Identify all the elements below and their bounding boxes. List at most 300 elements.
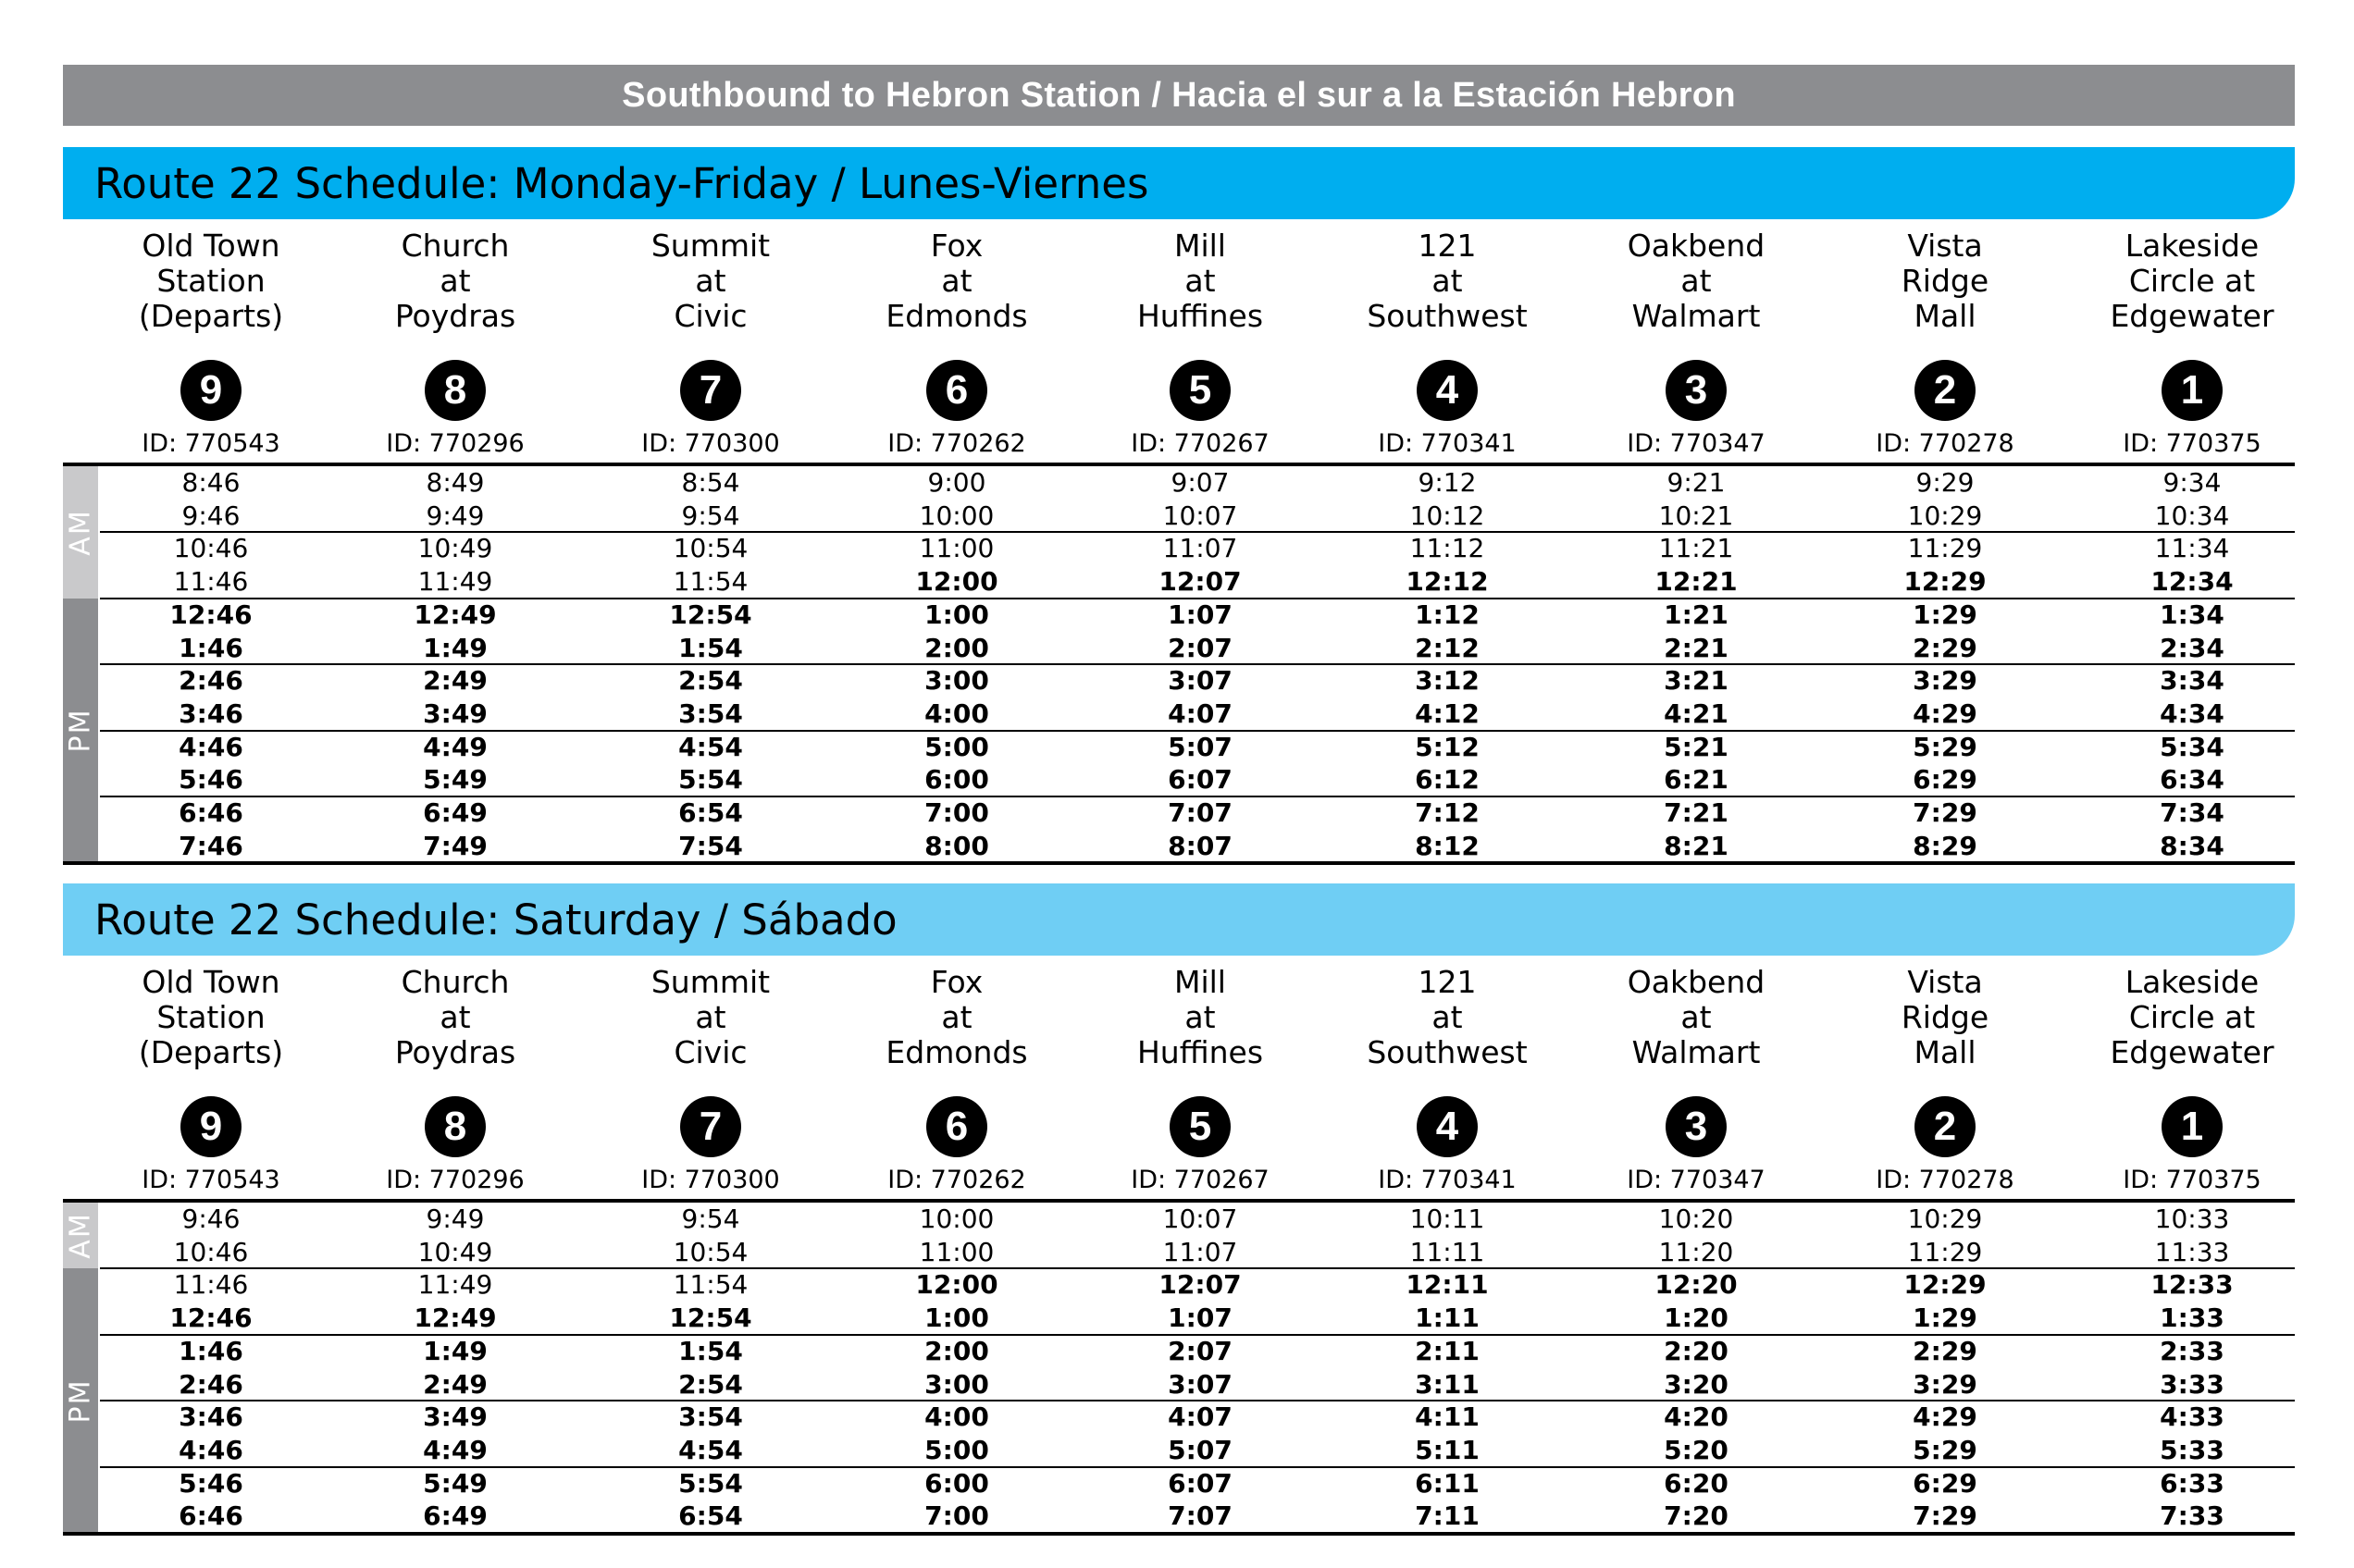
departure-time: 7:33 [2160, 1500, 2224, 1532]
departure-time: 12:46 [169, 599, 253, 630]
stop-name-line: Lakeside [2125, 964, 2260, 1000]
departure-time: 9:21 [1666, 467, 1726, 498]
departure-time: 4:00 [924, 698, 989, 729]
stop-name-line: Mall [1914, 1034, 1976, 1070]
stop-id: ID: 770543 [142, 1166, 280, 1194]
departure-time: 3:49 [423, 1401, 488, 1433]
departure-time: 8:21 [1664, 830, 1728, 861]
departure-time: 2:33 [2160, 1335, 2224, 1366]
stop-name-line: Edmonds [886, 1034, 1028, 1070]
stop-name [91, 228, 331, 334]
departure-time: 11:12 [1409, 533, 1485, 564]
departure-time: 2:29 [1913, 1335, 1977, 1366]
departure-time: 12:07 [1158, 1269, 1242, 1301]
table-bottom-rule [63, 861, 2295, 865]
stop-number-badge: 7 [680, 1096, 741, 1157]
departure-time: 4:54 [678, 1434, 743, 1465]
departure-time: 10:33 [2154, 1204, 2230, 1234]
departure-time: 4:34 [2160, 698, 2224, 729]
departure-time: 1:11 [1415, 1303, 1480, 1334]
stop-name [335, 228, 576, 334]
departure-time: 7:29 [1913, 1500, 1977, 1532]
departure-time: 10:07 [1162, 500, 1238, 531]
table-row [100, 1203, 2295, 1235]
departure-time: 11:49 [417, 566, 493, 598]
stop-name-line: Walmart [1631, 298, 1761, 334]
departure-time: 8:34 [2160, 830, 2224, 861]
stop-number-badge: 3 [1666, 1096, 1727, 1157]
departure-time: 4:07 [1168, 1401, 1233, 1433]
departure-time: 5:12 [1415, 731, 1480, 762]
pm-label-text: PM [64, 1378, 97, 1424]
table-row [100, 664, 2295, 697]
table-row [100, 1401, 2295, 1433]
stop-number-badge: 5 [1170, 360, 1231, 421]
departure-time: 9:46 [181, 500, 241, 531]
departure-time: 5:07 [1168, 731, 1233, 762]
departure-time: 1:46 [179, 632, 243, 663]
departure-time: 4:33 [2160, 1401, 2224, 1433]
departure-time: 2:49 [423, 1368, 488, 1400]
table-row [100, 1368, 2295, 1401]
stop-name [2072, 965, 2312, 1070]
departure-time: 12:20 [1654, 1269, 1738, 1301]
departure-time: 10:20 [1658, 1204, 1734, 1234]
departure-time: 2:20 [1664, 1335, 1728, 1366]
pm-label [63, 1268, 98, 1533]
departure-time: 2:00 [924, 632, 989, 663]
departure-time: 12:54 [669, 1303, 752, 1334]
departure-time: 1:00 [924, 599, 989, 630]
table-row [100, 1335, 2295, 1367]
table-row [100, 796, 2295, 829]
stop-name-line: Mill [1174, 228, 1226, 264]
departure-time: 1:12 [1415, 599, 1480, 630]
departure-time: 8:29 [1913, 830, 1977, 861]
table-row [100, 698, 2295, 730]
departure-time: 2:12 [1415, 632, 1480, 663]
stop-name-line: Vista [1907, 228, 1983, 264]
departure-time: 6:29 [1913, 764, 1977, 796]
departure-time: 9:54 [681, 500, 740, 531]
stop-id: ID: 770347 [1627, 429, 1766, 458]
stop-name-line: Old Town [142, 228, 280, 264]
departure-time: 9:49 [426, 1204, 485, 1234]
departure-time: 8:49 [426, 467, 485, 498]
departure-time: 5:54 [678, 764, 743, 796]
stop-id: ID: 770267 [1131, 429, 1270, 458]
departure-time: 5:46 [179, 764, 243, 796]
departure-time: 3:00 [924, 1368, 989, 1400]
departure-time: 12:54 [669, 599, 752, 630]
am-label-text: AM [64, 1212, 97, 1259]
departure-time: 7:07 [1168, 797, 1233, 828]
departure-time: 8:46 [181, 467, 241, 498]
departure-time: 3:54 [678, 698, 743, 729]
stop-number-badge: 6 [926, 360, 987, 421]
departure-time: 6:12 [1415, 764, 1480, 796]
departure-time: 7:00 [924, 797, 989, 828]
stop-name-line: (Departs) [138, 298, 284, 334]
departure-time: 5:46 [179, 1467, 243, 1499]
departure-time: 6:46 [179, 1500, 243, 1532]
departure-time: 12:07 [1158, 566, 1242, 598]
table-bottom-rule [63, 1532, 2295, 1536]
stop-id: ID: 770296 [386, 429, 525, 458]
stop-name [836, 965, 1077, 1070]
departure-time: 6:33 [2160, 1467, 2224, 1499]
table-row [100, 532, 2295, 564]
departure-time: 1:07 [1168, 599, 1233, 630]
departure-time: 12:21 [1654, 566, 1738, 598]
departure-time: 5:21 [1664, 731, 1728, 762]
stop-name-line: Circle at [2128, 999, 2256, 1035]
departure-time: 2:07 [1168, 1335, 1233, 1366]
departure-time: 10:00 [919, 1204, 995, 1234]
table-row [100, 500, 2295, 532]
departure-time: 11:00 [919, 1236, 995, 1267]
departure-time: 5:00 [924, 731, 989, 762]
departure-time: 6:29 [1913, 1467, 1977, 1499]
pm-label-text: PM [64, 708, 97, 753]
departure-time: 1:20 [1664, 1303, 1728, 1334]
table-row [100, 1236, 2295, 1268]
stop-name-line: (Departs) [138, 1034, 284, 1070]
departure-time: 11:49 [417, 1269, 493, 1301]
stop-name-line: Mall [1914, 298, 1976, 334]
table-row [100, 1434, 2295, 1466]
stop-id: ID: 770296 [386, 1166, 525, 1194]
departure-time: 1:54 [678, 1335, 743, 1366]
departure-time: 2:29 [1913, 632, 1977, 663]
stop-id: ID: 770262 [887, 429, 1026, 458]
departure-time: 4:11 [1415, 1401, 1480, 1433]
departure-time: 9:12 [1418, 467, 1477, 498]
departure-time: 1:54 [678, 632, 743, 663]
departure-time: 4:20 [1664, 1401, 1728, 1433]
departure-time: 9:34 [2162, 467, 2222, 498]
stop-id: ID: 770341 [1378, 1166, 1517, 1194]
departure-time: 10:46 [173, 533, 249, 564]
stop-name-line: Station [156, 263, 266, 299]
departure-time: 12:46 [169, 1303, 253, 1334]
stop-id: ID: 770347 [1627, 1166, 1766, 1194]
stop-name-line: Summit [650, 964, 771, 1000]
table-row [100, 1302, 2295, 1334]
departure-time: 9:54 [681, 1204, 740, 1234]
departure-time: 10:46 [173, 1236, 249, 1267]
departure-time: 6:54 [678, 797, 743, 828]
departure-time: 4:49 [423, 731, 488, 762]
departure-time: 3:07 [1168, 665, 1233, 697]
stop-number-badge: 6 [926, 1096, 987, 1157]
stop-number-badge: 1 [2162, 1096, 2223, 1157]
departure-time: 5:11 [1415, 1434, 1480, 1465]
departure-time: 4:49 [423, 1434, 488, 1465]
departure-time: 1:29 [1913, 1303, 1977, 1334]
departure-time: 12:33 [2150, 1269, 2234, 1301]
departure-time: 7:20 [1664, 1500, 1728, 1532]
departure-time: 4:29 [1913, 1401, 1977, 1433]
departure-time: 11:54 [673, 1269, 749, 1301]
stop-name [1825, 228, 2065, 334]
am-label [63, 466, 98, 599]
departure-time: 9:29 [1915, 467, 1975, 498]
departure-time: 2:21 [1664, 632, 1728, 663]
departure-time: 6:00 [924, 764, 989, 796]
stop-name-line: at [1431, 263, 1463, 299]
departure-time: 11:46 [173, 566, 249, 598]
stop-id: ID: 770278 [1876, 429, 2014, 458]
departure-time: 4:46 [179, 731, 243, 762]
departure-time: 11:33 [2154, 1236, 2230, 1267]
departure-time: 7:49 [423, 830, 488, 861]
departure-time: 10:12 [1409, 500, 1485, 531]
stop-name-line: 121 [1418, 964, 1477, 1000]
departure-time: 4:54 [678, 731, 743, 762]
stop-name-line: Fox [930, 228, 984, 264]
stop-name-line: at [941, 263, 973, 299]
departure-time: 10:49 [417, 1236, 493, 1267]
departure-time: 11:07 [1162, 533, 1238, 564]
stop-name-line: Ridge [1901, 263, 1989, 299]
departure-time: 11:00 [919, 533, 995, 564]
departure-time: 3:12 [1415, 665, 1480, 697]
stop-number-badge: 1 [2162, 360, 2223, 421]
departure-time: 8:12 [1415, 830, 1480, 861]
stop-name-line: Lakeside [2125, 228, 2260, 264]
departure-time: 10:49 [417, 533, 493, 564]
stop-number-badge: 4 [1417, 360, 1478, 421]
departure-time: 3:34 [2160, 665, 2224, 697]
stop-id: ID: 770278 [1876, 1166, 2014, 1194]
stop-name-line: Oakbend [1627, 964, 1766, 1000]
departure-time: 11:21 [1658, 533, 1734, 564]
departure-time: 10:07 [1162, 1204, 1238, 1234]
departure-time: 7:54 [678, 830, 743, 861]
departure-time: 8:00 [924, 830, 989, 861]
departure-time: 1:33 [2160, 1303, 2224, 1334]
departure-time: 9:46 [181, 1204, 241, 1234]
departure-time: 1:07 [1168, 1303, 1233, 1334]
departure-time: 12:12 [1406, 566, 1489, 598]
departure-time: 7:11 [1415, 1500, 1480, 1532]
table-row [100, 466, 2295, 499]
am-label [63, 1203, 98, 1268]
departure-time: 6:54 [678, 1500, 743, 1532]
departure-time: 3:21 [1664, 665, 1728, 697]
departure-time: 3:20 [1664, 1368, 1728, 1400]
weekday-schedule-title: Route 22 Schedule: Monday-Friday / Lunes-Viernes [63, 147, 2295, 219]
stop-name-line: 121 [1418, 228, 1477, 264]
departure-time: 12:49 [414, 1303, 497, 1334]
stop-number-badge: 8 [425, 1096, 486, 1157]
departure-time: 11:11 [1409, 1236, 1485, 1267]
departure-time: 2:34 [2160, 632, 2224, 663]
departure-time: 4:29 [1913, 698, 1977, 729]
departure-time: 3:07 [1168, 1368, 1233, 1400]
departure-time: 6:11 [1415, 1467, 1480, 1499]
stop-name [91, 965, 331, 1070]
stop-name-line: Huffines [1136, 1034, 1264, 1070]
stop-name [2072, 228, 2312, 334]
departure-time: 5:54 [678, 1467, 743, 1499]
stop-name-line: Church [401, 964, 510, 1000]
departure-time: 11:07 [1162, 1236, 1238, 1267]
stop-id: ID: 770375 [2123, 429, 2261, 458]
departure-time: 12:11 [1406, 1269, 1489, 1301]
stop-name-line: Civic [674, 1034, 748, 1070]
stop-id: ID: 770300 [641, 429, 780, 458]
departure-time: 5:34 [2160, 731, 2224, 762]
table-row [100, 1268, 2295, 1301]
departure-time: 4:07 [1168, 698, 1233, 729]
departure-time: 3:00 [924, 665, 989, 697]
stop-name-line: at [1184, 263, 1216, 299]
departure-time: 5:29 [1913, 731, 1977, 762]
stop-name-line: Walmart [1631, 1034, 1761, 1070]
departure-time: 3:29 [1913, 665, 1977, 697]
stop-id: ID: 770341 [1378, 429, 1517, 458]
stop-name-line: Edgewater [2110, 298, 2274, 334]
stop-name [1825, 965, 2065, 1070]
departure-time: 6:49 [423, 797, 488, 828]
stop-name-line: at [1680, 263, 1712, 299]
departure-time: 12:00 [915, 566, 998, 598]
table-row [100, 1467, 2295, 1500]
departure-time: 2:54 [678, 665, 743, 697]
saturday-schedule-section [63, 883, 2295, 1532]
stop-name-line: Southwest [1367, 298, 1528, 334]
departure-time: 1:49 [423, 632, 488, 663]
departure-time: 7:07 [1168, 1500, 1233, 1532]
departure-time: 5:29 [1913, 1434, 1977, 1465]
departure-time: 3:54 [678, 1401, 743, 1433]
departure-time: 6:00 [924, 1467, 989, 1499]
stop-id: ID: 770300 [641, 1166, 780, 1194]
stop-name [1080, 965, 1320, 1070]
departure-time: 12:29 [1903, 1269, 1987, 1301]
table-row [100, 763, 2295, 796]
stop-name [836, 228, 1077, 334]
stop-name-line: Civic [674, 298, 748, 334]
departure-time: 3:29 [1913, 1368, 1977, 1400]
departure-time: 3:11 [1415, 1368, 1480, 1400]
departure-time: 7:00 [924, 1500, 989, 1532]
stop-number-badge: 2 [1914, 360, 1976, 421]
departure-time: 5:49 [423, 764, 488, 796]
departure-time: 9:00 [927, 467, 986, 498]
departure-time: 1:00 [924, 1303, 989, 1334]
stop-name-line: at [1680, 999, 1712, 1035]
stop-name-line: Summit [650, 228, 771, 264]
stop-name [1080, 228, 1320, 334]
departure-time: 11:54 [673, 566, 749, 598]
departure-time: 11:29 [1907, 533, 1983, 564]
stop-name-line: Ridge [1901, 999, 1989, 1035]
saturday-schedule-title: Route 22 Schedule: Saturday / Sábado [63, 883, 2295, 956]
departure-time: 7:12 [1415, 797, 1480, 828]
departure-time: 1:49 [423, 1335, 488, 1366]
departure-time: 10:21 [1658, 500, 1734, 531]
table-row [100, 731, 2295, 763]
departure-time: 11:20 [1658, 1236, 1734, 1267]
departure-time: 2:46 [179, 665, 243, 697]
stop-id: ID: 770267 [1131, 1166, 1270, 1194]
stop-id: ID: 770262 [887, 1166, 1026, 1194]
departure-time: 2:00 [924, 1335, 989, 1366]
departure-time: 6:34 [2160, 764, 2224, 796]
departure-time: 10:00 [919, 500, 995, 531]
departure-time: 2:07 [1168, 632, 1233, 663]
weekday-schedule-section [63, 147, 2295, 861]
stop-name-line: at [1184, 999, 1216, 1035]
stop-name-line: Station [156, 999, 266, 1035]
stop-number-badge: 5 [1170, 1096, 1231, 1157]
stop-name [590, 965, 831, 1070]
stop-name-line: at [440, 999, 471, 1035]
stop-name [1327, 228, 1567, 334]
stop-name-line: Circle at [2128, 263, 2256, 299]
stop-name-line: Oakbend [1627, 228, 1766, 264]
stop-number-badge: 9 [180, 1096, 242, 1157]
departure-time: 3:33 [2160, 1368, 2224, 1400]
departure-time: 7:34 [2160, 797, 2224, 828]
departure-time: 2:54 [678, 1368, 743, 1400]
stop-id: ID: 770543 [142, 429, 280, 458]
departure-time: 6:49 [423, 1500, 488, 1532]
table-row [100, 830, 2295, 862]
departure-time: 2:11 [1415, 1335, 1480, 1366]
departure-time: 1:29 [1913, 599, 1977, 630]
stop-name-line: Poydras [394, 298, 516, 334]
stop-name-line: at [440, 263, 471, 299]
stop-name [1576, 965, 1816, 1070]
stop-number-badge: 7 [680, 360, 741, 421]
departure-time: 6:20 [1664, 1467, 1728, 1499]
stop-number-badge: 4 [1417, 1096, 1478, 1157]
stop-name-line: Church [401, 228, 510, 264]
departure-time: 9:07 [1171, 467, 1230, 498]
departure-time: 2:46 [179, 1368, 243, 1400]
stop-name-line: Mill [1174, 964, 1226, 1000]
departure-time: 6:07 [1168, 1467, 1233, 1499]
stop-id: ID: 770375 [2123, 1166, 2261, 1194]
departure-time: 12:29 [1903, 566, 1987, 598]
stop-name [335, 965, 576, 1070]
stop-name-line: Southwest [1367, 1034, 1528, 1070]
departure-time: 8:54 [681, 467, 740, 498]
stop-name [1576, 228, 1816, 334]
departure-time: 10:54 [673, 533, 749, 564]
departure-time: 6:07 [1168, 764, 1233, 796]
stop-name-line: Vista [1907, 964, 1983, 1000]
departure-time: 1:46 [179, 1335, 243, 1366]
direction-banner: Southbound to Hebron Station / Hacia el sur a la Estación Hebron [63, 65, 2295, 126]
departure-time: 4:46 [179, 1434, 243, 1465]
departure-time: 3:49 [423, 698, 488, 729]
departure-time: 12:49 [414, 599, 497, 630]
stop-name-line: at [941, 999, 973, 1035]
departure-time: 7:21 [1664, 797, 1728, 828]
stop-name-line: at [1431, 999, 1463, 1035]
departure-time: 12:00 [915, 1269, 998, 1301]
departure-time: 4:21 [1664, 698, 1728, 729]
departure-time: 10:34 [2154, 500, 2230, 531]
departure-time: 10:29 [1907, 1204, 1983, 1234]
stop-name-line: at [695, 263, 726, 299]
stop-name-line: Fox [930, 964, 984, 1000]
